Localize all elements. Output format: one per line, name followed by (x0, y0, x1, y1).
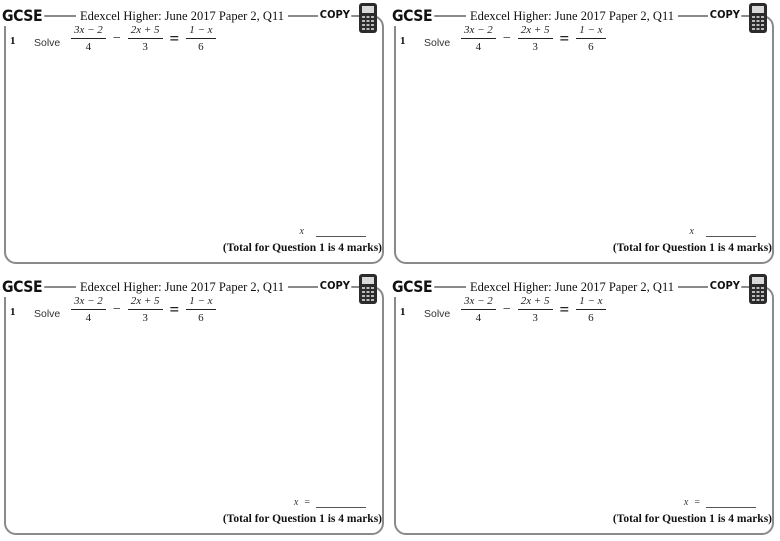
question-number: 1 (10, 306, 16, 318)
question-card (390, 0, 780, 270)
total-marks: (Total for Question 1 is 4 marks) (222, 513, 382, 525)
fraction-numerator: 2x + 5 (128, 295, 163, 310)
total-marks: (Total for Question 1 is 4 marks) (222, 242, 382, 254)
fraction-numerator: 3x − 2 (461, 24, 496, 39)
card-header (390, 277, 780, 297)
fraction-denominator: 4 (475, 41, 482, 53)
answer-line[interactable] (294, 497, 366, 508)
question-card (0, 271, 390, 541)
minus-sign: − (502, 31, 511, 46)
minus-sign: − (112, 31, 121, 46)
fraction-denominator: 3 (532, 312, 538, 324)
minus-sign: − (502, 302, 511, 317)
question-number: 1 (400, 306, 406, 318)
fraction-numerator: 1 − x (186, 24, 215, 39)
question-instruction: Solve (424, 308, 451, 320)
fraction-denominator: 4 (85, 41, 92, 53)
answer-equals: = (694, 497, 700, 508)
calculator-icon (748, 2, 768, 34)
fraction-term-3 (186, 295, 215, 325)
answer-line[interactable] (690, 226, 756, 237)
fraction-term-2 (128, 295, 163, 325)
fraction-term-3 (576, 295, 605, 325)
calculator-icon (358, 273, 378, 305)
question-source: Edexcel Higher: June 2017 Paper 2, Q11 (76, 278, 288, 296)
total-marks: (Total for Question 1 is 4 marks) (612, 242, 772, 254)
answer-blank[interactable] (706, 497, 756, 508)
card-header (0, 277, 390, 297)
copy-label: COPY (318, 277, 352, 295)
total-marks: (Total for Question 1 is 4 marks) (612, 513, 772, 525)
fraction-term-1 (461, 24, 496, 54)
fraction-term-2 (518, 295, 553, 325)
fraction-denominator: 4 (85, 312, 92, 324)
answer-line[interactable] (300, 226, 366, 237)
equals-sign: = (169, 29, 180, 48)
fraction-denominator: 6 (198, 41, 204, 53)
answer-blank[interactable] (316, 497, 366, 508)
fraction-term-1 (71, 24, 106, 54)
fraction-denominator: 3 (142, 41, 148, 53)
calculator-icon (748, 273, 768, 305)
copy-label: COPY (708, 6, 742, 24)
equation (458, 295, 609, 325)
minus-sign: − (112, 302, 121, 317)
answer-variable: x (689, 226, 694, 237)
question-source: Edexcel Higher: June 2017 Paper 2, Q11 (466, 278, 678, 296)
gcse-logo: GCSE (2, 277, 43, 296)
equals-sign: = (559, 29, 570, 48)
fraction-numerator: 2x + 5 (518, 295, 553, 310)
question-source: Edexcel Higher: June 2017 Paper 2, Q11 (466, 7, 678, 25)
answer-equals: = (304, 497, 310, 508)
gcse-logo: GCSE (392, 6, 433, 25)
question-instruction: Solve (424, 37, 451, 49)
fraction-numerator: 1 − x (576, 295, 605, 310)
fraction-term-3 (186, 24, 215, 54)
question-number: 1 (400, 35, 406, 47)
equation (68, 24, 219, 54)
card-header (0, 6, 390, 26)
equation (68, 295, 219, 325)
question-card (390, 271, 780, 541)
copy-label: COPY (708, 277, 742, 295)
question-card (0, 0, 390, 270)
fraction-numerator: 2x + 5 (128, 24, 163, 39)
gcse-logo: GCSE (2, 6, 43, 25)
question-source: Edexcel Higher: June 2017 Paper 2, Q11 (76, 7, 288, 25)
calculator-icon (358, 2, 378, 34)
fraction-numerator: 3x − 2 (461, 295, 496, 310)
answer-blank[interactable] (316, 226, 366, 237)
fraction-term-3 (576, 24, 605, 54)
fraction-term-2 (128, 24, 163, 54)
fraction-term-1 (71, 295, 106, 325)
fraction-numerator: 3x − 2 (71, 295, 106, 310)
gcse-logo: GCSE (392, 277, 433, 296)
question-number: 1 (10, 35, 16, 47)
fraction-denominator: 3 (142, 312, 148, 324)
answer-variable: x (293, 497, 299, 508)
answer-line[interactable] (684, 497, 756, 508)
fraction-numerator: 2x + 5 (518, 24, 553, 39)
fraction-numerator: 1 − x (576, 24, 605, 39)
fraction-numerator: 1 − x (186, 295, 215, 310)
question-instruction: Solve (34, 37, 61, 49)
copy-label: COPY (318, 6, 352, 24)
equation (458, 24, 609, 54)
fraction-term-1 (461, 295, 496, 325)
fraction-denominator: 3 (532, 41, 538, 53)
answer-blank[interactable] (706, 226, 756, 237)
fraction-term-2 (518, 24, 553, 54)
fraction-denominator: 4 (475, 312, 482, 324)
fraction-denominator: 6 (198, 312, 204, 324)
equals-sign: = (559, 300, 570, 319)
fraction-denominator: 6 (588, 41, 594, 53)
equals-sign: = (169, 300, 180, 319)
answer-variable: x (683, 497, 689, 508)
question-instruction: Solve (34, 308, 61, 320)
card-header (390, 6, 780, 26)
fraction-denominator: 6 (588, 312, 594, 324)
answer-variable: x (299, 226, 304, 237)
fraction-numerator: 3x − 2 (71, 24, 106, 39)
